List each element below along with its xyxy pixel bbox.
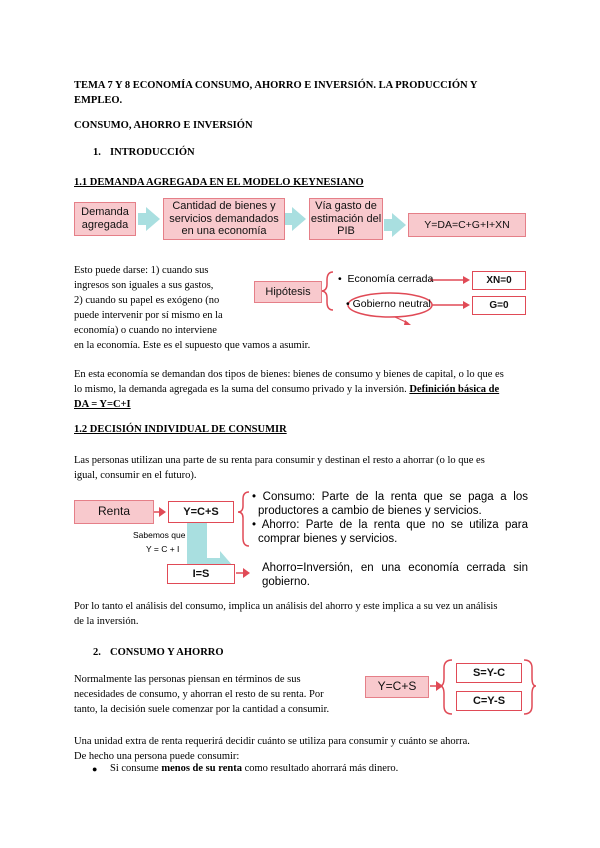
flow-arrow-3 [384,213,406,237]
bullet-consumo-menos: Si consume menos de su renta como resultado ahorrará más dinero. [110,763,399,774]
section-2-number: 2. [93,647,101,658]
box-c-y-s: C=Y-S [456,691,522,711]
definitions-list: • Consumo: Parte de la renta que se paga a los productores a cambio de bienes y servicios. • Ahorro: Parte de la renta que no se utiliza para comprar bienes y servicios. [252,491,528,545]
heading-1-1: 1.1 DEMANDA AGREGADA EN EL MODELO KEYNESIANO [74,177,364,188]
box-renta: Renta [74,500,154,524]
paragraph-analisis: Por lo tanto el análisis del consumo, implica un análisis del ahorro y este implica a su vez un análisis de la inversión. [74,601,498,627]
box-formula-da: Y=DA=C+G+I+XN [408,213,526,237]
section-title: CONSUMO, AHORRO E INVERSIÓN [74,120,253,131]
hypothesis-item-economia-cerrada: • Economía cerrada [338,273,434,285]
flow-arrow-1 [138,207,160,231]
document-title-line2: EMPLEO. [74,95,123,106]
heading-1-2: 1.2 DECISIÓN INDIVIDUAL DE CONSUMIR [74,424,287,435]
hypothesis-item-gobierno-neutral: • Gobierno neutral [346,298,431,310]
paragraph-supuesto: Esto puede darse: 1) cuando sus ingresos son iguales a sus gastos, 2) cuando su papel es exógeno (no puede intervenir por sí mismo en la economía) o cuando no interviene en la economía. Este es el supuesto que vamos a asumir. [74,265,311,351]
paragraph-unidad-extra: Una unidad extra de renta requerirá decidir cuánto se utiliza para consumir y cuánto se ahorra. De hecho una persona puede consumir: [74,736,470,762]
box-i-s: I=S [167,564,235,584]
box-y-c-s: Y=C+S [168,501,234,523]
box-g-0: G=0 [472,296,526,315]
label-y-c-i: Y = C + I [146,544,180,554]
box-demanda-agregada: Demanda agregada [74,202,136,236]
box-y-c-s-section2: Y=C+S [365,676,429,698]
paragraph-demanda-bienes: En esta economía se demandan dos tipos de bienes: bienes de consumo y bienes de capital, o lo que es lo mismo, la demanda agregada es la suma del consumo privado y la inversión. Definición básica de DA = Y=C+I [74,369,504,410]
box-hipotesis: Hipótesis [254,281,322,303]
paragraph-necesidades: Normalmente las personas piensan en términos de sus necesidades de consumo, y ahorran el resto de su renta. Por tanto, la decisión suele comenzar por la cantidad a consumir. [74,674,330,715]
box-cantidad-bienes: Cantidad de bienes y servicios demandados en una economía [163,198,285,240]
note-ahorro-inversion: Ahorro=Inversión, en una economía cerrada sin gobierno. [262,562,528,588]
paragraph-renta: Las personas utilizan una parte de su renta para consumir y destinan el resto a ahorrar (o lo que es igual, consumir en el futuro). [74,455,485,481]
box-gasto-pib: Vía gasto de estimación del PIB [309,198,383,240]
intro-number: 1. [93,147,101,158]
box-s-y-c: S=Y-C [456,663,522,683]
flow-arrow-2 [284,207,306,231]
definition-ahorro: • Ahorro: Parte de la renta que no se utiliza para [252,519,528,531]
box-xn-0: XN=0 [472,271,526,290]
label-sabemos-que: Sabemos que [133,530,186,540]
bullet-marker: ● [92,764,98,774]
document-title-line1: TEMA 7 Y 8 ECONOMÍA CONSUMO, AHORRO E INVERSIÓN. LA PRODUCCIÓN Y [74,80,478,91]
definition-consumo: • Consumo: Parte de la renta que se paga a los [252,491,528,503]
intro-heading: INTRODUCCIÓN [110,147,195,158]
section-2-heading: CONSUMO Y AHORRO [110,647,224,658]
